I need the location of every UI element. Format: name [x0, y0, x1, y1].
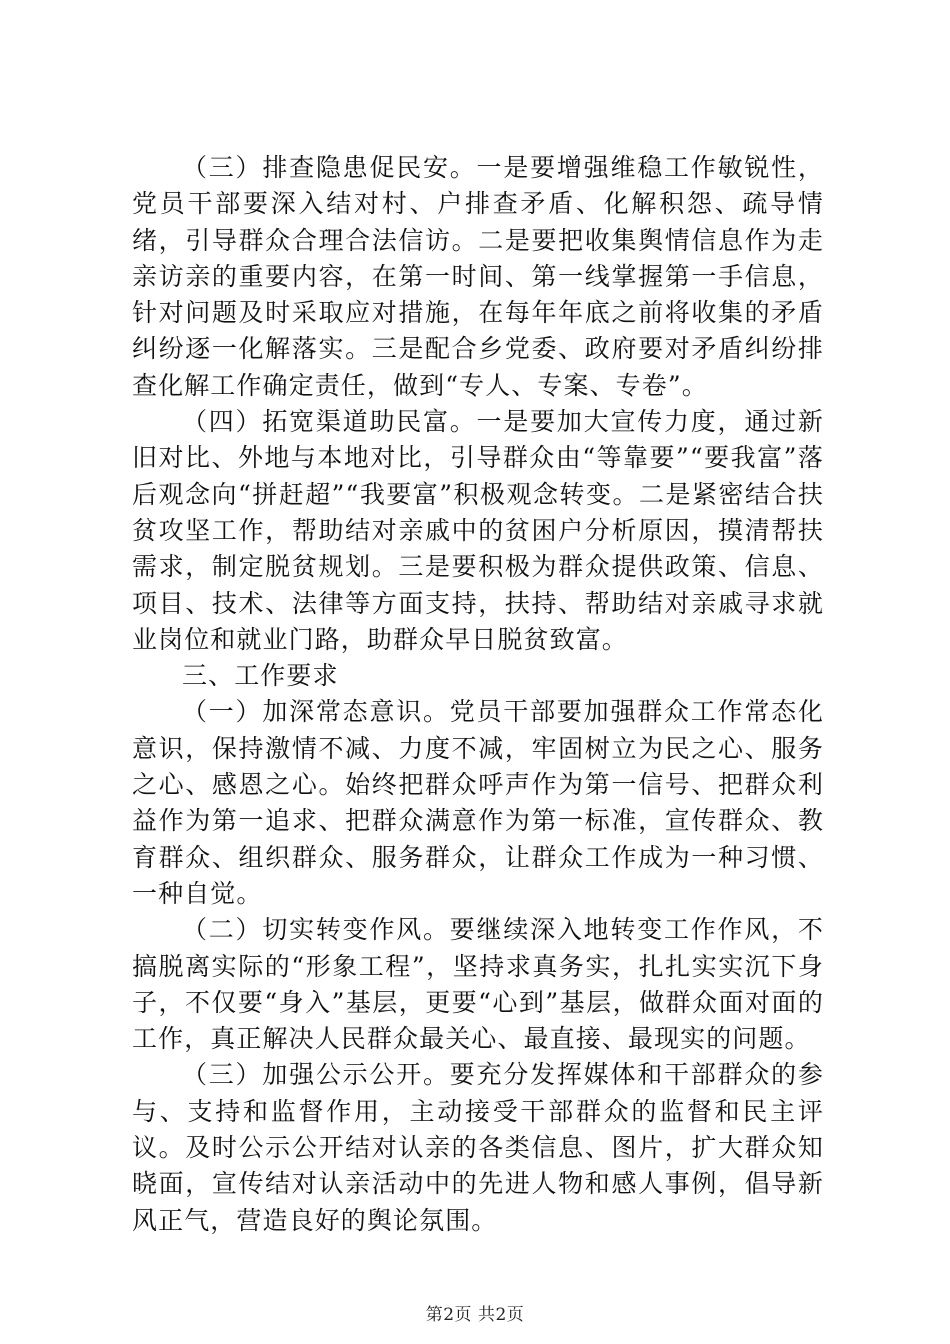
paragraph-deepen-awareness: （一）加深常态意识。党员干部要加强群众工作常态化意识，保持激情不减、力度不减，牢固树立为民之心、服务之心、感恩之心。始终把群众呼声作为第一信号、把群众利益作为第一追求、把群众满意作为第一标准，宣传群众、教育群众、组织群众、服务群众，让群众工作成为一种习惯、一种自觉。	[132, 697, 824, 908]
page-footer: 第2页 共2页	[425, 1305, 525, 1325]
paragraph-broaden-channels: （四）拓宽渠道助民富。一是要加大宣传力度，通过新旧对比、外地与本地对比，引导群众由“等靠要”“要我富”落后观念向“拼赶超”“我要富”积极观念转变。二是紧密结合扶贫攻坚工作，帮助结对亲戚中的贫困户分析原因，摸清帮扶需求，制定脱贫规划。三是要积极为群众提供政策、信息、项目、技术、法律等方面支持，扶持、帮助结对亲戚寻求就业岗位和就业门路，助群众早日脱贫致富。	[132, 407, 824, 654]
paragraph-public-disclosure: （三）加强公示公开。要充分发挥媒体和干部群众的参与、支持和监督作用，主动接受干部群众的监督和民主评议。及时公示公开结对认亲的各类信息、图片，扩大群众知晓面，宣传结对认亲活动中的先进人物和感人事例，倡导新风正气，营造良好的舆论氛围。	[132, 1060, 824, 1235]
paragraph-change-style: （二）切实转变作风。要继续深入地转变工作作风，不搞脱离实际的“形象工程”，坚持求真务实，扎扎实实沉下身子，不仅要“身入”基层，更要“心到”基层，做群众面对面的工作，真正解决人民群众最关心、最直接、最现实的问题。	[132, 915, 824, 1054]
document-body	[132, 150, 824, 1239]
paragraph-eliminate-hazards: （三）排查隐患促民安。一是要增强维稳工作敏锐性，党员干部要深入结对村、户排查矛盾、化解积怨、疏导情绪，引导群众合理合法信访。二是要把收集舆情信息作为走亲访亲的重要内容，在第一时间、第一线掌握第一手信息，针对问题及时采取应对措施，在每年年底之前将收集的矛盾纠纷逐一化解落实。三是配合乡党委、政府要对矛盾纠纷排查化解工作确定责任，做到“专人、专案、专卷”。	[132, 153, 824, 400]
section-heading-work-requirements: 三、工作要求	[182, 661, 339, 691]
